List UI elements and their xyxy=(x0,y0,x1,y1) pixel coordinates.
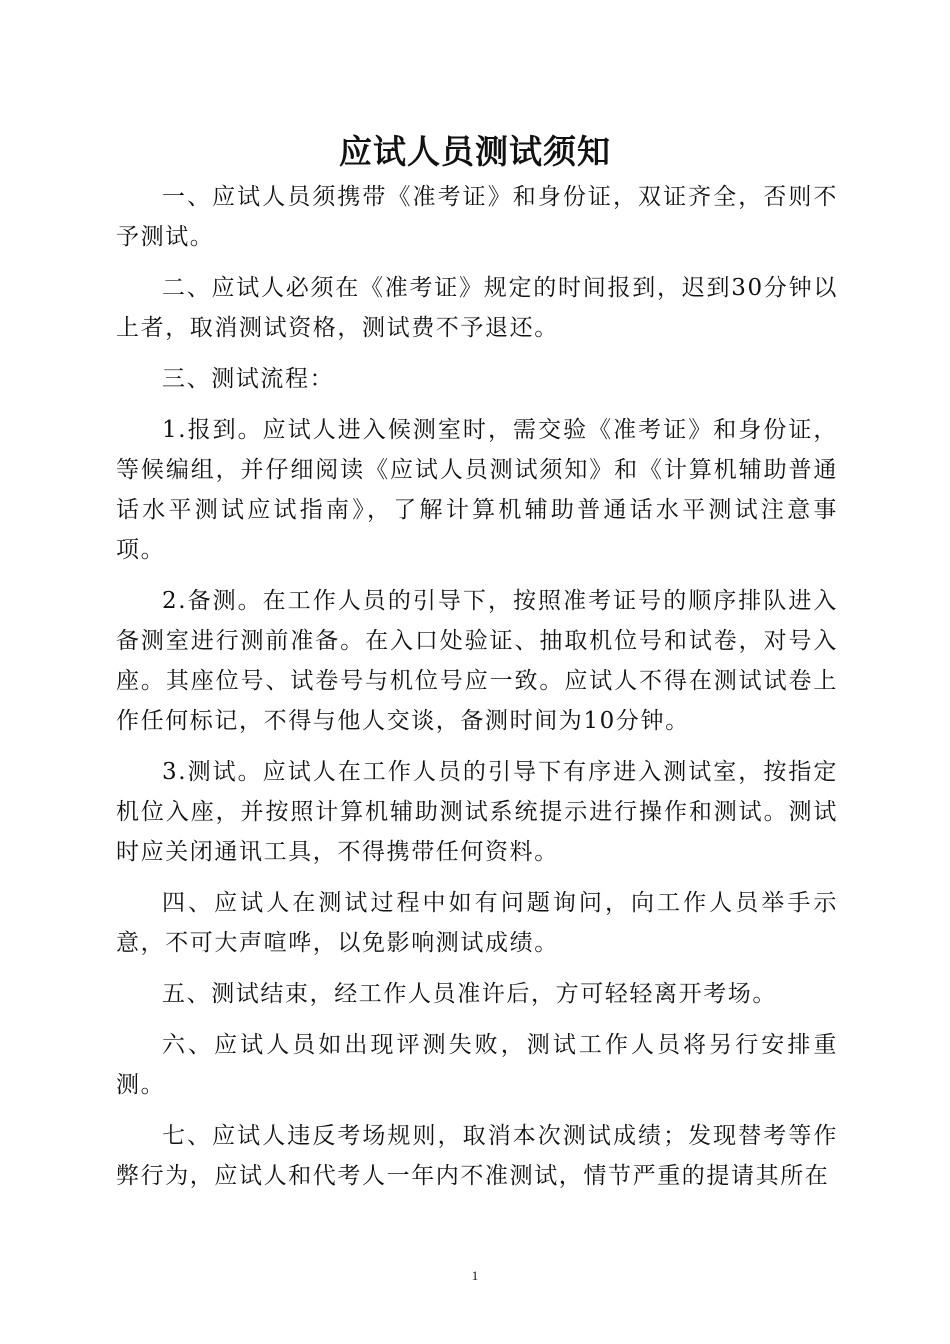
paragraph-step-check-in: 1.报到。应试人进入候测室时，需交验《准考证》和身份证，等候编组，并仔细阅读《应试人员测试须知》和《计算机辅助普通话水平测试应试指南》，了解计算机辅助普通话水平测试注意事项。 xyxy=(116,417,838,563)
paragraph-rule-5: 五、测试结束，经工作人员准许后，方可轻轻离开考场。 xyxy=(162,981,777,1007)
paragraph-rule-2: 二、应试人必须在《准考证》规定的时间报到，迟到30分钟以上者，取消测试资格，测试费不予退还。 xyxy=(116,275,838,341)
paragraph-rule-1: 一、应试人员须携带《准考证》和身份证，双证齐全，否则不予测试。 xyxy=(116,184,838,250)
paragraph-rule-7: 七、应试人违反考场规则，取消本次测试成绩；发现替考等作弊行为，应试人和代考人一年内不准测试，情节严重的提请其所在 xyxy=(116,1123,838,1189)
document-body xyxy=(116,177,838,1196)
document-title: 应试人员测试须知 xyxy=(339,132,611,171)
paragraph-rule-6: 六、应试人员如出现评测失败，测试工作人员将另行安排重测。 xyxy=(116,1032,838,1098)
paragraph-rule-3-heading: 三、测试流程： xyxy=(162,366,335,392)
page-number: 1 xyxy=(471,1268,479,1283)
paragraph-step-preparation: 2.备测。在工作人员的引导下，按照准考证号的顺序排队进入备测室进行测前准备。在入口处验证、抽取机位号和试卷，对号入座。其座位号、试卷号与机位号应一致。应试人不得在测试试卷上作任何标记，不得与他人交谈，备测时间为10分钟。 xyxy=(116,588,838,734)
paragraph-step-testing: 3.测试。应试人在工作人员的引导下有序进入测试室，按指定机位入座，并按照计算机辅助测试系统提示进行操作和测试。测试时应关闭通讯工具，不得携带任何资料。 xyxy=(116,759,838,865)
paragraph-rule-4: 四、应试人在测试过程中如有问题询问，向工作人员举手示意，不可大声喧哗，以免影响测试成绩。 xyxy=(116,890,838,956)
